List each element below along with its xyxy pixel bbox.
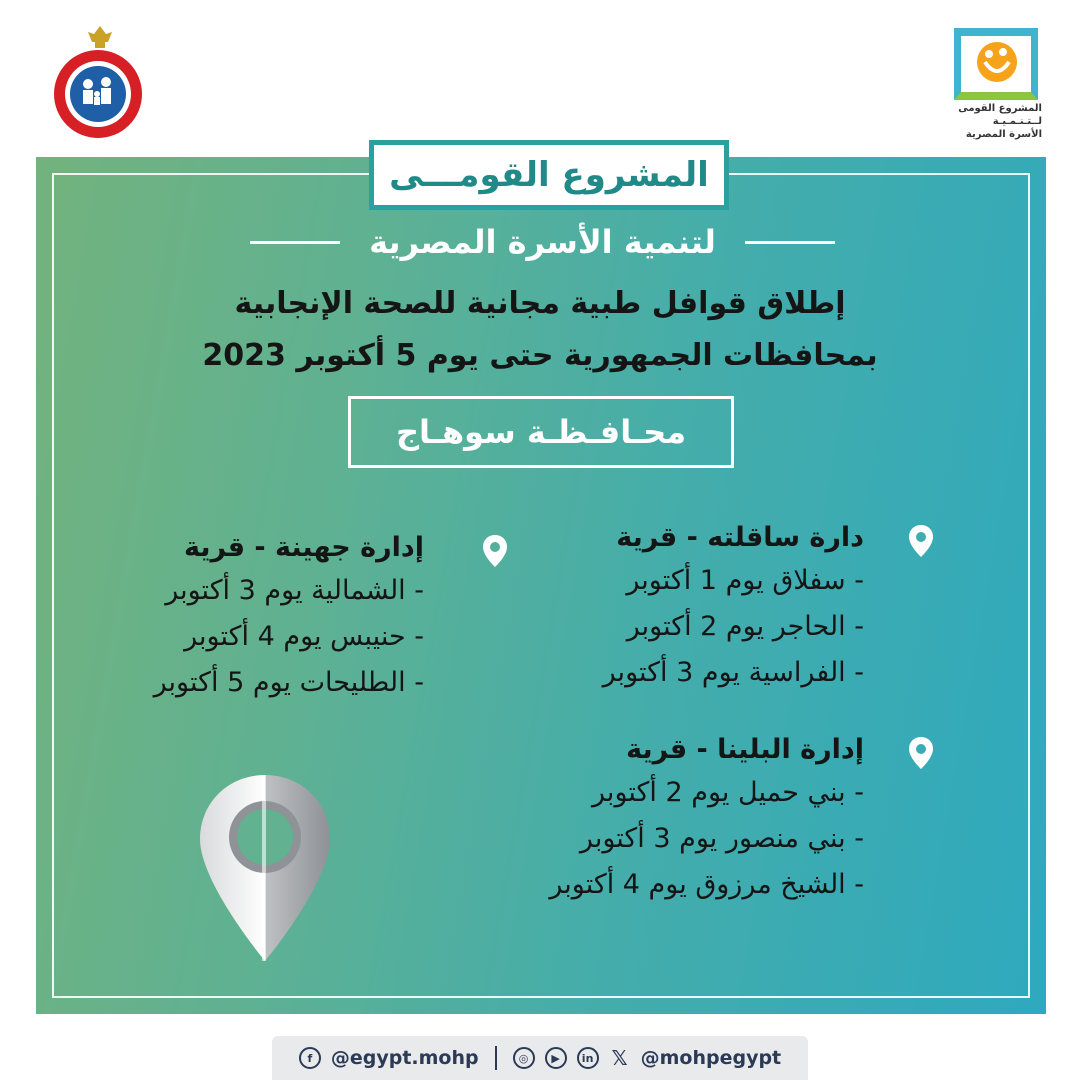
location-pin-icon — [908, 736, 934, 770]
subtitle-divider-right — [745, 241, 835, 244]
headline-line-1: إطلاق قوافل طبية مجانية للصحة الإنجابية — [234, 286, 846, 321]
instagram-icon[interactable]: ◎ — [513, 1047, 535, 1069]
project-logo-text: المشروع القومى لــتـنـمـيـة الأسرة المصرية — [958, 103, 1042, 140]
governorate-box — [348, 396, 734, 468]
page-subtitle — [250, 214, 835, 270]
ministry-logo — [50, 22, 150, 140]
list-item: - بني حميل يوم 2 أكتوبر — [592, 777, 864, 808]
district-juhayna — [94, 528, 424, 706]
district-balyana — [504, 730, 864, 908]
list-item: - بني منصور يوم 3 أكتوبر — [579, 823, 864, 854]
footer-divider — [495, 1046, 497, 1070]
social-footer — [272, 1036, 808, 1080]
list-item: - سفلاق يوم 1 أكتوبر — [626, 565, 864, 596]
district-heading: إدارة جهينة - قرية — [184, 532, 424, 563]
page-title — [369, 140, 729, 210]
facebook-icon[interactable]: f — [299, 1047, 321, 1069]
linkedin-icon[interactable]: in — [577, 1047, 599, 1069]
x-icon[interactable]: 𝕏 — [611, 1046, 628, 1070]
list-item: - الشيخ مرزوق يوم 4 أكتوبر — [549, 869, 864, 900]
location-pin-icon — [908, 524, 934, 558]
facebook-handle[interactable]: @egypt.mohp — [330, 1047, 479, 1069]
list-item: - الفراسية يوم 3 أكتوبر — [602, 657, 864, 688]
subtitle-divider-left — [250, 241, 340, 244]
subtitle-text: لتنمية الأسرة المصرية — [369, 223, 716, 261]
list-item: - حنيبس يوم 4 أكتوبر — [184, 621, 424, 652]
list-item: - الحاجر يوم 2 أكتوبر — [626, 611, 864, 642]
title-text: المشروع القومـــى — [389, 155, 709, 195]
district-saqulta — [534, 518, 864, 696]
map-pin-icon — [198, 773, 332, 963]
list-item: - الطليحات يوم 5 أكتوبر — [153, 667, 424, 698]
youtube-icon[interactable]: ▶ — [545, 1047, 567, 1069]
location-pin-icon — [482, 534, 508, 568]
other-handle[interactable]: @mohpegypt — [640, 1047, 782, 1069]
list-item: - الشمالية يوم 3 أكتوبر — [165, 575, 424, 606]
district-heading: إدارة البلينا - قرية — [626, 734, 864, 765]
project-logo-emblem — [954, 28, 1038, 100]
project-logo — [954, 28, 1044, 154]
district-heading: دارة ساقلته - قرية — [616, 522, 864, 553]
headline-line-2: بمحافظات الجمهورية حتى يوم 5 أكتوبر 2023 — [202, 338, 878, 373]
governorate-label: محـافـظـة سوهـاج — [395, 413, 687, 451]
